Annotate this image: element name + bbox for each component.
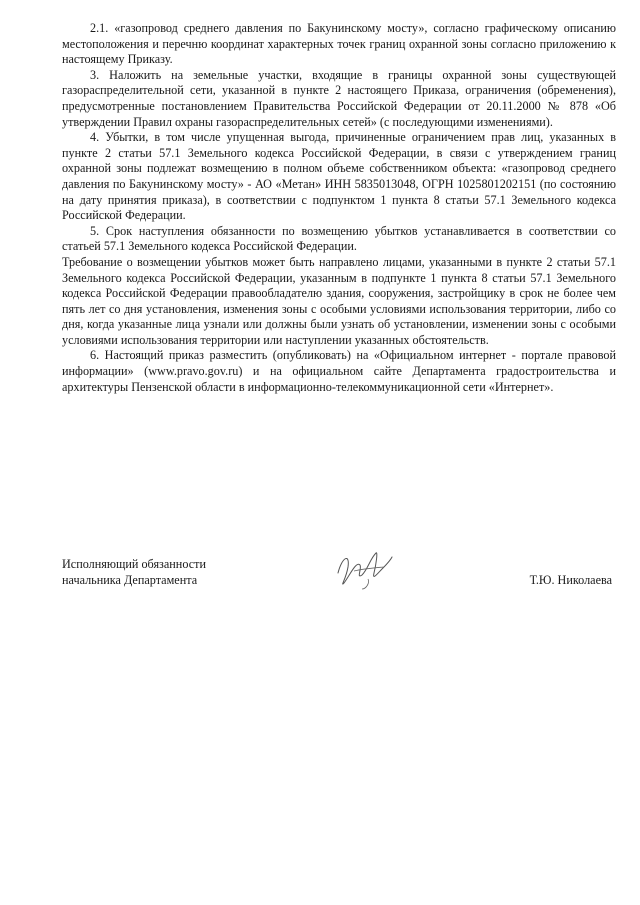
paragraph-4: 4. Убытки, в том числе упущенная выгода, причиненные ограничением прав лиц, указанных в пункте 2 статьи 57.1 Земельного кодекса Российской Федерации, в связи с утверждением границ охранной зоны подлежат возмещению в полном объеме собственником объекта: «газопровод среднего давления по Бакунинскому мосту» - АО «Метан» ИНН 5835013048, ОГРН 1025801202151 (по состоянию на дату принятия приказа), в соответствии с подпунктом 1 пункта 8 статьи 57.1 Земельного кодекса Российской Федерации. xyxy=(62,130,616,223)
signatory-title-line1: Исполняющий обязанности xyxy=(62,557,206,571)
signatory-title-line2: начальника Департамента xyxy=(62,572,198,587)
signatory-title xyxy=(62,557,206,588)
signature-block xyxy=(62,557,616,597)
signatory-name: Т.Ю. Николаева xyxy=(529,572,612,587)
paragraph-5-continuation: Требование о возмещении убытков может быть направлено лицами, указанными в пункте 2 статьи 57.1 Земельного кодекса Российской Федерации, указанным в подпункте 1 пункта 8 статьи 57.1 Земельного кодекса Российской Федерации правообладателю здания, сооружения, застройщику в срок не более чем пять лет со дня установления, изменения зоны с особыми условиями использования территории, либо со дня, когда указанные лица узнали или должны были узнать об установлении, изменении зоны с особыми условиями использования территории или наступлении указанных обстоятельств. xyxy=(62,254,616,347)
paragraph-3: 3. Наложить на земельные участки, входящие в границы охранной зоны существующей газораспределительной сети, указанной в пункте 2 настоящего Приказа, ограничения (обременения), предусмотренные постановлением Правительства Российской Федерации от 20.11.2000 № 878 «Об утверждении Правил охраны газораспределительных сетей» (с последующими изменениями). xyxy=(62,67,616,129)
document-body xyxy=(62,21,616,395)
paragraph-6: 6. Настоящий приказ разместить (опубликовать) на «Официальном интернет - портале правовой информации» (www.pravo.gov.ru) и на официальном сайте Департамента градостроительства и архитектуры Пензенской области в информационно-телекоммуникационной сети «Интернет». xyxy=(62,348,616,394)
paragraph-2-1: 2.1. «газопровод среднего давления по Бакунинскому мосту», согласно графическому описанию местоположения и перечню координат характерных точек границ охранной зоны согласно приложению к настоящему Приказу. xyxy=(62,21,616,67)
handwritten-signature xyxy=(332,543,398,593)
paragraph-5: 5. Срок наступления обязанности по возмещению убытков устанавливается в соответствии со статьей 57.1 Земельного кодекса Российской Федерации. xyxy=(62,223,616,254)
